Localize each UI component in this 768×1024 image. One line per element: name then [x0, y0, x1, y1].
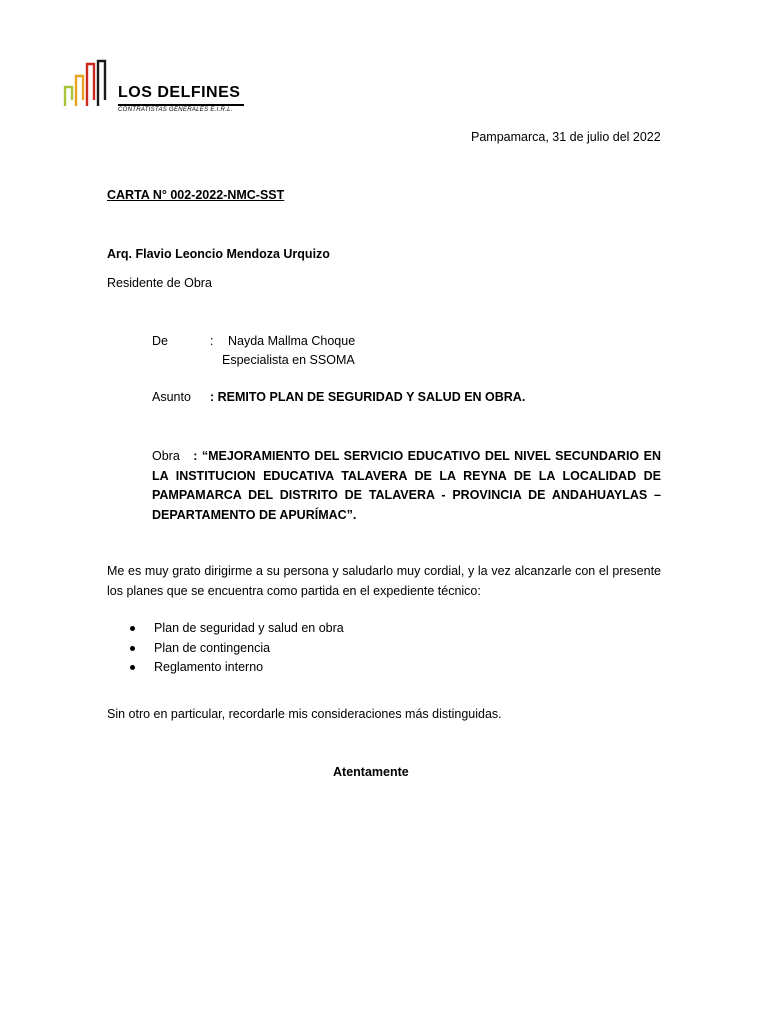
company-logo-subtitle: CONTRATISTAS GENERALES E.I.R.L. — [118, 107, 233, 113]
logo-bar-red — [87, 64, 94, 106]
logo-bar-black — [98, 61, 105, 106]
bullet-icon — [130, 665, 135, 670]
closing-text: Sin otro en particular, recordarle mis consideraciones más distinguidas. — [107, 707, 502, 721]
logo-bar-orange — [76, 76, 83, 106]
letter-reference: CARTA N° 002-2022-NMC-SST — [107, 188, 285, 202]
list-item-text: Plan de seguridad y salud en obra — [154, 621, 344, 635]
subject-label: Asunto — [152, 390, 191, 404]
body-paragraph: Me es muy grato dirigirme a su persona y saludarlo muy cordial, y la vez alcanzarle con el presente los planes que se encuentra como partida en el expediente técnico: — [107, 564, 661, 598]
from-colon: : — [210, 334, 214, 348]
list-item-text: Plan de contingencia — [154, 640, 271, 655]
subject-text: : REMITO PLAN DE SEGURIDAD Y SALUD EN OBRA. — [210, 390, 526, 404]
plan-list — [130, 619, 344, 678]
sender-role: Especialista en SSOMA — [222, 353, 355, 367]
bullet-icon — [130, 646, 135, 651]
obra-text: : “MEJORAMIENTO DEL SERVICIO EDUCATIVO DEL NIVEL SECUNDARIO EN LA INSTITUCION EDUCATIVA TALAVERA DE LA REYNA DE LA LOCALIDAD DE PAMPAMARCA DEL DISTRITO DE TALAVERA - PROVINCIA DE ANDAHUAYLAS – DEPARTAMENTO DE APURÍMAC”. — [152, 449, 661, 522]
list-item — [130, 619, 344, 639]
company-logo-name: LOS DELFINES — [118, 84, 241, 101]
sign-off: Atentamente — [333, 765, 409, 779]
company-logo-mark — [58, 56, 118, 116]
logo-bar-green — [65, 87, 72, 106]
bullet-icon — [130, 626, 135, 631]
sender-name: Nayda Mallma Choque — [228, 334, 356, 348]
recipient-role: Residente de Obra — [107, 276, 212, 290]
list-item-text: Reglamento interno — [154, 660, 264, 674]
list-item — [130, 658, 344, 678]
logo-divider — [118, 104, 244, 106]
obra-label: Obra — [152, 449, 180, 463]
letter-date: Pampamarca, 31 de julio del 2022 — [471, 130, 661, 144]
list-item — [130, 639, 344, 659]
obra-block — [152, 447, 661, 525]
recipient-name: Arq. Flavio Leoncio Mendoza Urquizo — [107, 247, 330, 261]
from-label: De — [152, 334, 168, 348]
